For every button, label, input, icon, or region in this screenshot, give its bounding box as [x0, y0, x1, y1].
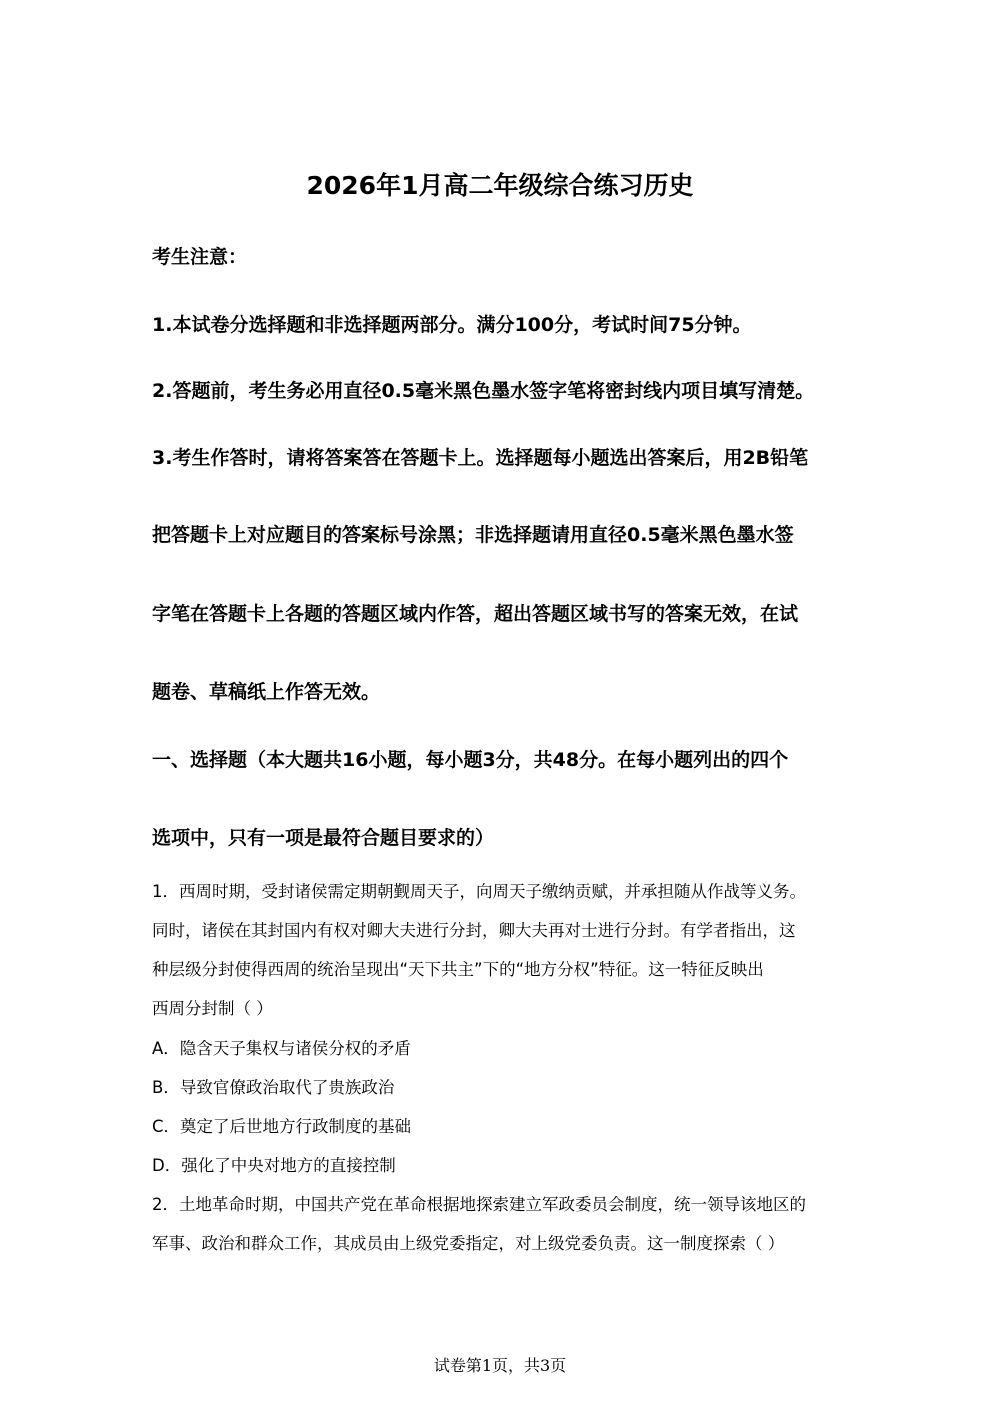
question-2-stem-line-2: 军事、政治和群众工作，其成员由上级党委指定，对上级党委负责。这一制度探索（ ）: [152, 1234, 785, 1253]
question-1-option-a: A．隐含天子集权与诸侯分权的矛盾: [152, 1039, 411, 1058]
question-1-option-b: B．导致官僚政治取代了贵族政治: [152, 1078, 395, 1097]
page-footer: 试卷第1页，共3页: [433, 1356, 567, 1375]
question-1-stem-line-2: 同时，诸侯在其封国内有权对卿大夫进行分封，卿大夫再对士进行分封。有学者指出，这: [152, 921, 796, 940]
question-1-option-d: D．强化了中央对地方的直接控制: [152, 1156, 396, 1175]
question-1-stem-line-3: 种层级分封使得西周的统治呈现出“天下共主”下的“地方分权”特征。这一特征反映出: [152, 960, 764, 979]
notice-item-3-line-3: 字笔在答题卡上各题的答题区域内作答，超出答题区域书写的答案无效，在试: [152, 603, 799, 625]
section-heading-line-1: 一、选择题（本大题共16小题，每小题3分，共48分。在每小题列出的四个: [152, 749, 789, 771]
notice-item-1: 1.本试卷分选择题和非选择题两部分。满分100分，考试时间75分钟。: [152, 314, 752, 336]
question-1-stem-line-1: 1．西周时期，受封诸侯需定期朝觐周天子，向周天子缴纳贡赋，并承担随从作战等义务。: [152, 882, 806, 901]
notice-item-3-line-1: 3.考生作答时，请将答案答在答题卡上。选择题每小题选出答案后，用2B铅笔: [152, 447, 809, 469]
question-1-stem-line-4: 西周分封制（ ）: [152, 999, 273, 1018]
notice-item-3-line-2: 把答题卡上对应题目的答案标号涂黑；非选择题请用直径0.5毫米黑色墨水签: [152, 524, 794, 546]
exam-title: 2026年1月高二年级综合练习历史: [306, 171, 694, 200]
notice-item-2: 2.答题前，考生务必用直径0.5毫米黑色墨水签字笔将密封线内项目填写清楚。: [152, 380, 815, 402]
notice-heading: 考生注意：: [152, 246, 248, 268]
notice-item-3-line-4: 题卷、草稿纸上作答无效。: [152, 681, 381, 703]
question-2-stem-line-1: 2．土地革命时期，中国共产党在革命根据地探索建立军政委员会制度，统一领导该地区的: [152, 1195, 806, 1214]
question-1-option-c: C．奠定了后世地方行政制度的基础: [152, 1117, 412, 1136]
section-heading-line-2: 选项中，只有一项是最符合题目要求的）: [152, 827, 495, 849]
